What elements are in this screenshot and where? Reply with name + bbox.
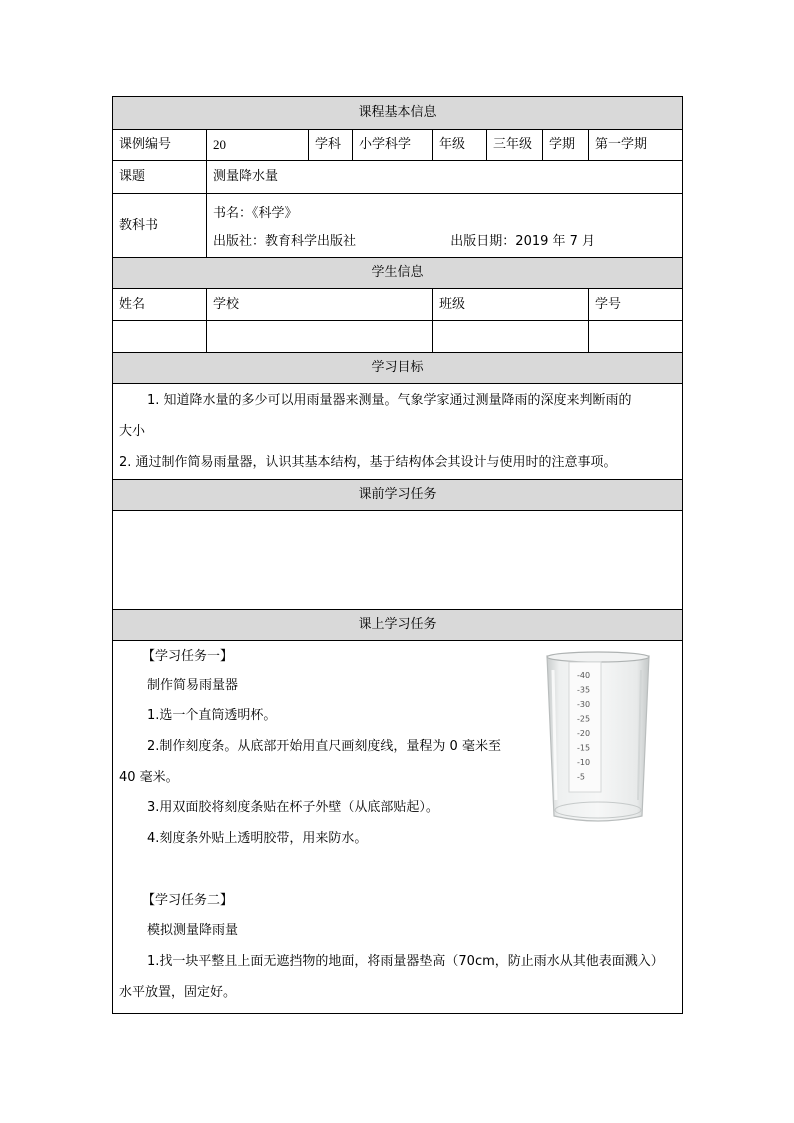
topic-label: 课题 [113, 161, 207, 194]
scale-mark-label: -25 [577, 714, 591, 724]
section-in-class-task: 课上学习任务 [113, 610, 683, 641]
lesson-no-label: 课例编号 [113, 130, 207, 161]
task1-step1: 1.选一个直筒透明杯。 [147, 708, 277, 723]
scale-mark-label: -35 [577, 685, 591, 695]
subject-value: 小学科学 [353, 130, 433, 161]
publish-date: 出版日期：2019 年 7 月 [450, 233, 596, 249]
scale-mark-label: -40 [577, 671, 591, 680]
section-basic-info: 课程基本信息 [113, 97, 683, 130]
task1-step3: 3.用双面胶将刻度条贴在杯子外壁（从底部贴起）。 [147, 800, 439, 815]
textbook-info [207, 194, 683, 258]
objective-2: 2. 通过制作简易雨量器，认识其基本结构，基于结构体会其设计与使用时的注意事项。 [119, 455, 617, 470]
scale-mark-label: -5 [577, 772, 585, 782]
task1-step2: 2.制作刻度条。从底部开始用直尺画刻度线，量程为 0 毫米至 [147, 739, 501, 754]
class-label: 班级 [433, 289, 589, 321]
task1-title: 制作简易雨量器 [147, 678, 239, 693]
scale-mark-label: -10 [577, 758, 591, 767]
subject-label: 学科 [309, 130, 353, 161]
task1-heading: 【学习任务一】 [142, 649, 234, 664]
task2-title: 模拟测量降雨量 [147, 923, 239, 938]
task1-step4: 4.刻度条外贴上透明胶带，用来防水。 [147, 831, 368, 846]
section-student-info: 学生信息 [113, 258, 683, 289]
rain-gauge-cup-photo [541, 650, 655, 829]
school-label: 学校 [207, 289, 433, 321]
student-id-label: 学号 [589, 289, 683, 321]
class-field[interactable] [433, 321, 589, 353]
task2-step1-continued: 水平放置，固定好。 [119, 985, 237, 1000]
publisher: 出版社：教育科学出版社 [213, 233, 357, 249]
objective-1: 1. 知道降水量的多少可以用雨量器来测量。气象学家通过测量降雨的深度来判断雨的 [147, 393, 632, 408]
task1-step2-continued: 40 毫米。 [119, 770, 179, 785]
section-pre-class-task: 课前学习任务 [113, 480, 683, 511]
grade-label: 年级 [433, 130, 487, 161]
pre-class-task-area[interactable] [113, 511, 683, 610]
book-name: 书名：《科学》 [213, 205, 298, 221]
section-objectives: 学习目标 [113, 353, 683, 384]
scale-mark-label: -30 [577, 700, 591, 709]
lesson-info-table [112, 96, 683, 1014]
name-label: 姓名 [113, 289, 207, 321]
textbook-label: 教科书 [113, 194, 207, 258]
task2-heading: 【学习任务二】 [142, 893, 234, 908]
lesson-no-value: 20 [207, 130, 309, 161]
term-label: 学期 [543, 130, 589, 161]
in-class-task-content [113, 641, 683, 1014]
term-value: 第一学期 [589, 130, 683, 161]
scale-mark-label: -20 [577, 729, 591, 738]
topic-value: 测量降水量 [207, 161, 683, 194]
objective-1-continued: 大小 [119, 424, 146, 439]
name-field[interactable] [113, 321, 207, 353]
grade-value: 三年级 [487, 130, 543, 161]
school-field[interactable] [207, 321, 433, 353]
scale-mark-label: -15 [577, 743, 591, 753]
objectives-content [113, 384, 683, 480]
task2-step1: 1.找一块平整且上面无遮挡物的地面，将雨量器垫高（70cm，防止雨水从其他表面溅入） [147, 954, 664, 969]
student-id-field[interactable] [589, 321, 683, 353]
